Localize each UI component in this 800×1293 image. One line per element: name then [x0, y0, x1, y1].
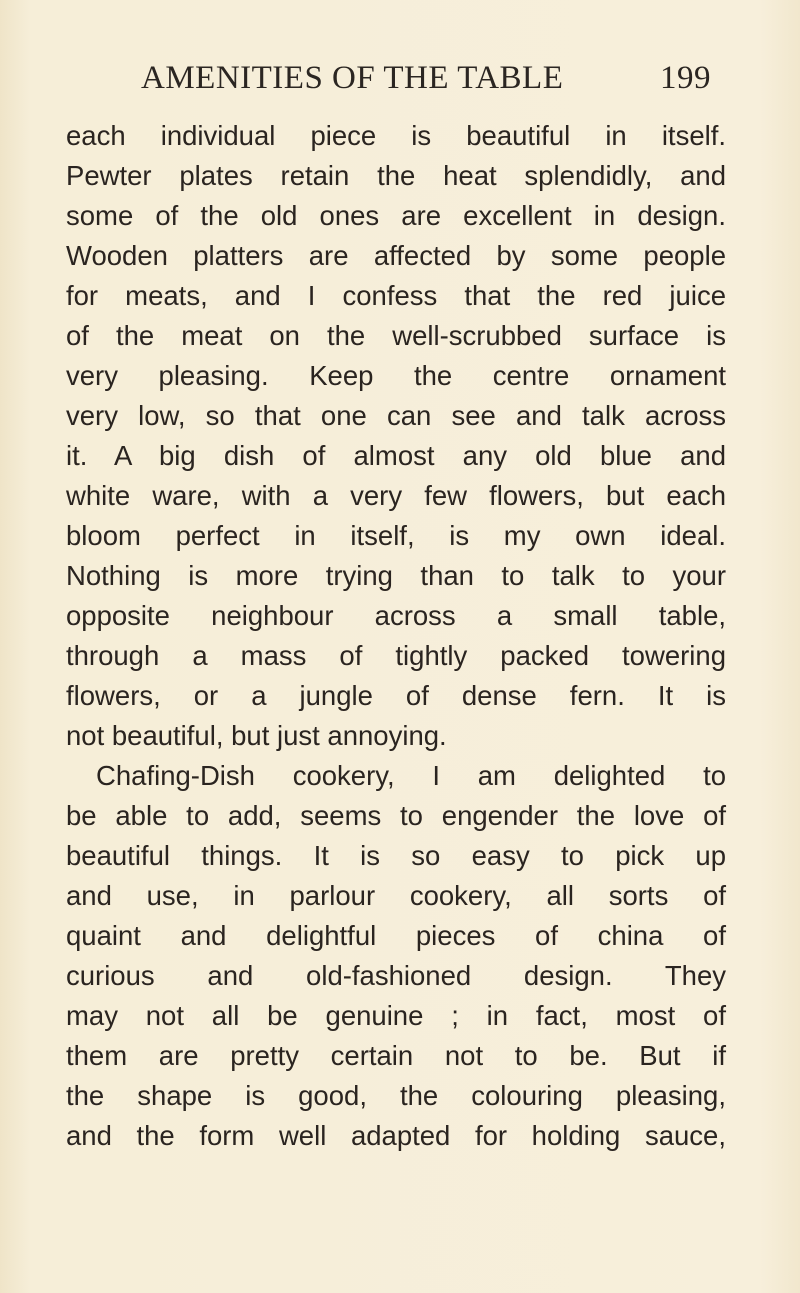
text-line: flowers, or a jungle of dense fern. It is — [66, 680, 726, 711]
text-line: quaint and delightful pieces of china of — [66, 920, 726, 951]
text-line: curious and old-fashioned design. They — [66, 960, 726, 991]
text-line: for meats, and I confess that the red juice — [66, 280, 726, 311]
text-line: may not all be genuine ; in fact, most of — [66, 1000, 726, 1031]
text-line: white ware, with a very few flowers, but each — [66, 480, 726, 511]
text-line: some of the old ones are excellent in design. — [66, 200, 726, 231]
text-line: them are pretty certain not to be. But if — [66, 1040, 726, 1071]
text-line: Chafing-Dish cookery, I am delighted to — [96, 760, 726, 791]
text-line: of the meat on the well-scrubbed surface is — [66, 320, 726, 351]
text-line: opposite neighbour across a small table, — [66, 600, 726, 631]
body-text — [66, 116, 726, 1156]
chapter-title: AMENITIES OF THE TABLE — [141, 60, 564, 96]
page-number: 199 — [660, 60, 711, 96]
text-line: it. A big dish of almost any old blue and — [66, 440, 726, 471]
text-line: Pewter plates retain the heat splendidly, and — [66, 160, 726, 191]
text-line: bloom perfect in itself, is my own ideal. — [66, 520, 726, 551]
text-line: very pleasing. Keep the centre ornament — [66, 360, 726, 391]
text-line: and the form well adapted for holding sauce, — [66, 1120, 726, 1151]
text-line: not beautiful, but just annoying. — [66, 720, 447, 751]
running-head — [141, 60, 711, 97]
text-line: Wooden platters are affected by some people — [66, 240, 726, 271]
text-line: be able to add, seems to engender the love of — [66, 800, 726, 831]
text-line: the shape is good, the colouring pleasing, — [66, 1080, 726, 1111]
text-line: and use, in parlour cookery, all sorts of — [66, 880, 726, 911]
text-line: very low, so that one can see and talk across — [66, 400, 726, 431]
text-line: each individual piece is beautiful in itself. — [66, 120, 726, 151]
text-line: through a mass of tightly packed towering — [66, 640, 726, 671]
text-line: Nothing is more trying than to talk to your — [66, 560, 726, 591]
text-line: beautiful things. It is so easy to pick up — [66, 840, 726, 871]
